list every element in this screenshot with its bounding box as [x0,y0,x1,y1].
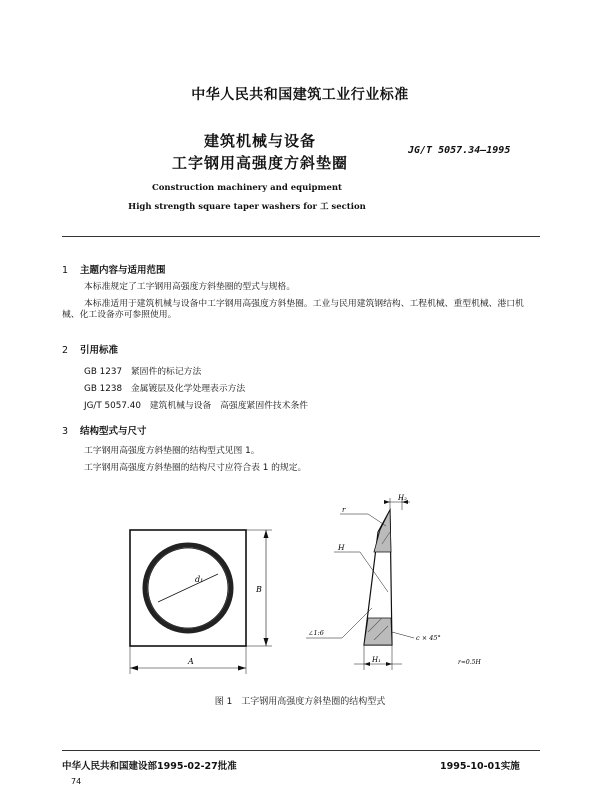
title-zh-line1: 建筑机械与设备 [203,132,316,150]
standard-code: JG/T 5057.34—1995 [408,145,511,156]
reference-title: 建筑机械与设备 高强度紧固件技术条件 [149,401,309,411]
reference-title: 紧固件的标记方法 [130,367,202,377]
section-number: 3 [62,426,69,437]
diameter-line [158,574,218,602]
section-title: 主题内容与适用范围 [80,265,166,276]
section-3-para-1: 工字钢用高强度方斜垫圈的结构型式见图 1。 [84,446,260,456]
arrowheads [130,530,269,671]
reference-code: JG/T 5057.40 [84,401,141,411]
section-title: 结构型式与尺寸 [80,426,147,437]
label-r: r [342,506,346,514]
label-angle: ∠1:6 [308,629,324,637]
reference-code: GB 1238 [84,384,123,394]
reference-item [84,364,201,377]
label-b: B [256,585,262,594]
side-view [306,498,414,670]
reference-item [84,398,308,411]
section-1-para-1: 本标准规定了工字钢用高强度方斜垫圈的型式与规格。 [84,282,296,292]
reference-code: GB 1237 [84,367,123,377]
leader-chamfer [392,632,414,638]
figure-caption: 图 1 工字钢用高强度方斜垫圈的结构型式 [214,697,386,707]
section-number: 1 [62,265,69,276]
bottom-divider [62,750,540,751]
section-1-heading [62,262,166,276]
label-h2: H₂ [398,494,407,502]
title-zh-line2: 工字钢用高强度方斜垫圈 [171,154,348,172]
effective-date: 1995-10-01实施 [440,761,520,772]
title-en-line1: Construction machinery and equipment [152,183,342,193]
label-d1: d₁ [195,575,204,584]
label-chamfer: c × 45° [416,634,441,642]
section-hatch-top [374,510,391,552]
label-h1: H₁ [372,656,381,664]
label-r-note: r≈0.5H [458,659,481,666]
reference-item [84,381,245,394]
section-2-heading [62,342,118,356]
section-3-heading [62,423,147,437]
label-a: A [188,657,194,666]
section-title: 引用标准 [80,345,119,356]
top-divider [62,236,540,237]
approval-line: 中华人民共和国建设部1995-02-27批准 [62,761,237,772]
page-number: 74 [71,777,82,786]
reference-title: 金属镀层及化学处理表示方法 [130,384,246,394]
figure-1-drawing [110,492,550,684]
section-3-para-2: 工字钢用高强度方斜垫圈的结构尺寸应符合表 1 的规定。 [84,463,307,473]
title-en-line2: High strength square taper washers for 工 section [128,202,366,212]
issuer-header: 中华人民共和国建筑工业行业标准 [191,87,409,103]
leader-r [368,514,386,526]
section-number: 2 [62,345,69,356]
section-1-para-2: 本标准适用于建筑机械与设备中工字钢用高强度方斜垫圈。工业与民用建筑钢结构、工程机械、重型机械、港口机械、化工设备亦可参照使用。 [62,299,524,321]
front-view [130,530,272,674]
label-h: H [338,543,345,552]
